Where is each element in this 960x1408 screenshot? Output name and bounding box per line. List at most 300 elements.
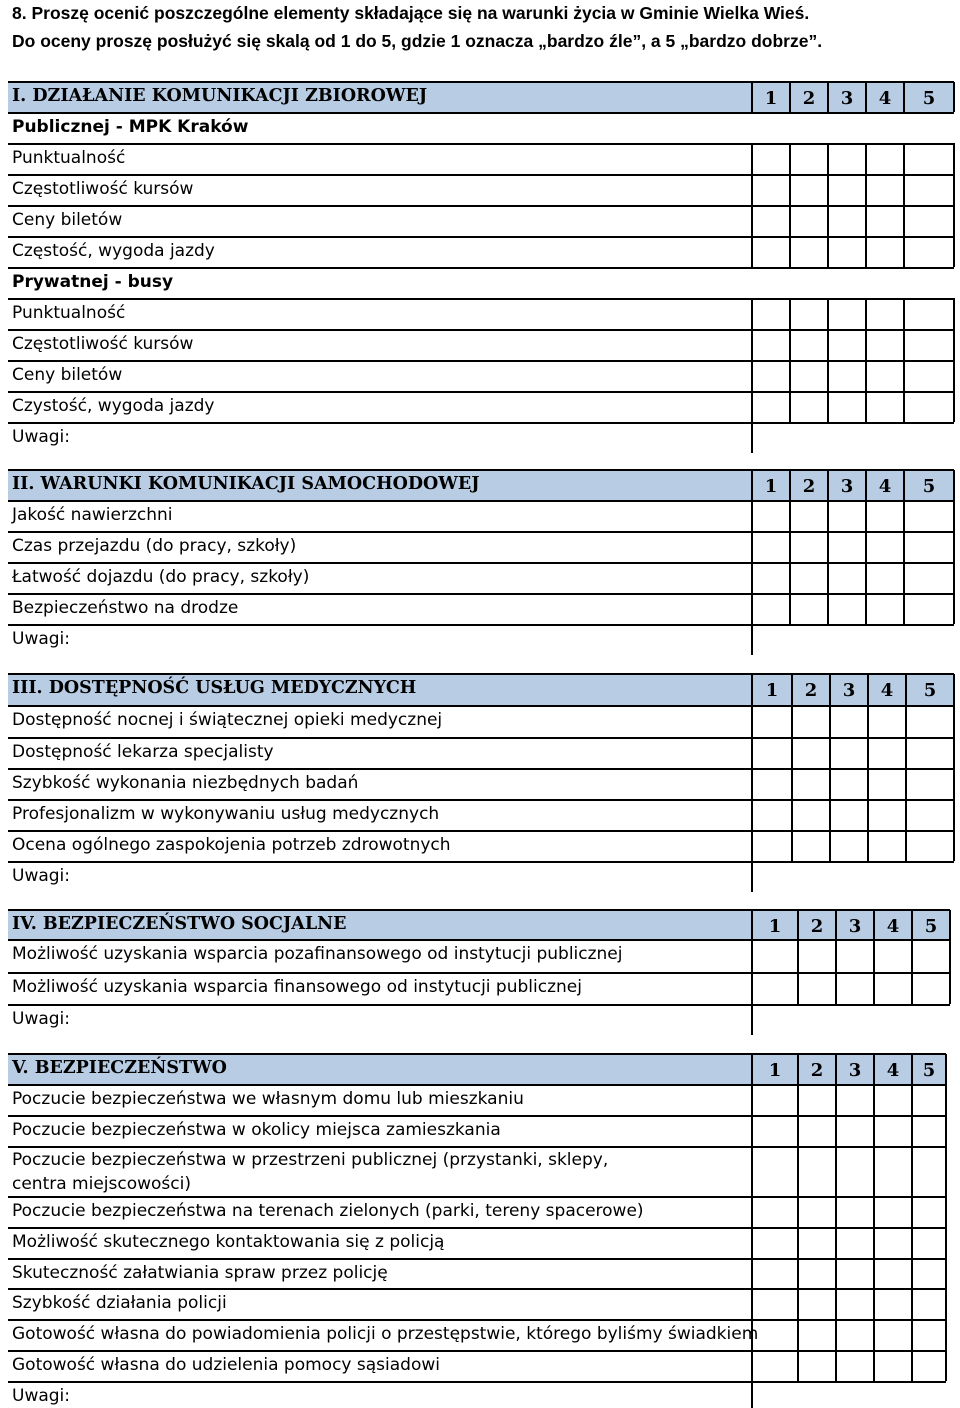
rating-row-label: Poczucie bezpieczeństwa w okolicy miejsca zamieszkania (12, 1120, 501, 1140)
cell-divider (751, 593, 753, 624)
rating-cell-1[interactable] (753, 362, 788, 390)
rating-cell-3[interactable] (831, 739, 866, 767)
rating-cell-4[interactable] (875, 1117, 910, 1145)
cell-divider (945, 1258, 947, 1288)
rating-cell-1[interactable] (753, 176, 788, 204)
cell-divider (789, 531, 791, 562)
rating-cell-1[interactable] (753, 1148, 796, 1195)
rating-cell-1[interactable] (753, 300, 788, 328)
rating-cell-1[interactable] (753, 207, 788, 235)
cell-divider (829, 768, 831, 799)
cell-divider (865, 298, 867, 329)
cell-divider (905, 799, 907, 830)
rating-cell-5[interactable] (905, 564, 952, 592)
cell-divider (873, 1288, 875, 1319)
cell-divider (905, 737, 907, 768)
rating-cell-5[interactable] (905, 207, 952, 235)
section-top-border (8, 1053, 946, 1055)
cell-divider (835, 1196, 837, 1227)
cell-divider (835, 1258, 837, 1288)
cell-divider (867, 799, 869, 830)
cell-divider (867, 705, 869, 737)
scale-label-2: 2 (810, 1060, 824, 1081)
rating-cell-3[interactable] (837, 1117, 872, 1145)
cell-divider (829, 830, 831, 861)
rating-cell-5[interactable] (905, 238, 952, 266)
rating-cell-2[interactable] (791, 595, 826, 623)
rating-cell-4[interactable] (869, 770, 904, 798)
cell-divider (751, 531, 753, 562)
rating-cell-3[interactable] (837, 1321, 872, 1349)
rating-cell-3[interactable] (829, 207, 864, 235)
rating-cell-5[interactable] (913, 1260, 944, 1287)
cell-divider (827, 298, 829, 329)
rating-cell-2[interactable] (793, 707, 828, 736)
header-column-divider (827, 470, 829, 500)
remarks-label: Uwagi: (12, 629, 71, 649)
cell-divider (953, 737, 955, 768)
rating-cell-2[interactable] (791, 300, 826, 328)
remarks-label: Uwagi: (12, 866, 71, 886)
cell-divider (751, 1350, 753, 1381)
row-border (8, 1004, 950, 1006)
rating-cell-4[interactable] (867, 176, 902, 204)
rating-cell-4[interactable] (867, 502, 902, 530)
cell-divider (789, 500, 791, 531)
cell-divider (797, 972, 799, 1004)
rating-cell-4[interactable] (869, 801, 904, 829)
cell-divider (867, 737, 869, 768)
cell-divider (789, 360, 791, 391)
rating-cell-5[interactable] (913, 1086, 944, 1114)
cell-divider (791, 737, 793, 768)
rating-cell-3[interactable] (837, 1229, 872, 1257)
scale-label-3: 3 (848, 1060, 862, 1081)
rating-cell-3[interactable] (829, 595, 864, 623)
rating-cell-1[interactable] (753, 1352, 796, 1380)
rating-cell-5[interactable] (913, 941, 948, 971)
cell-divider (791, 799, 793, 830)
rating-cell-2[interactable] (799, 1198, 834, 1226)
cell-divider (867, 768, 869, 799)
cell-divider (865, 531, 867, 562)
cell-divider (865, 174, 867, 205)
rating-cell-3[interactable] (831, 770, 866, 798)
scale-label-4: 4 (886, 916, 900, 937)
rating-cell-4[interactable] (875, 1229, 910, 1257)
rating-cell-1[interactable] (753, 595, 788, 623)
rating-row-label: Szybkość działania policji (12, 1293, 227, 1313)
rating-row-label: Skuteczność załatwiania spraw przez policję (12, 1263, 388, 1283)
rating-cell-3[interactable] (829, 176, 864, 204)
rating-cell-3[interactable] (837, 1148, 872, 1195)
rating-cell-3[interactable] (829, 393, 864, 421)
cell-divider (835, 1288, 837, 1319)
section-title: IV. BEZPIECZEŃSTWO SOCJALNE (12, 914, 347, 934)
cell-divider (835, 1350, 837, 1381)
rating-cell-2[interactable] (799, 1321, 834, 1349)
cell-divider (789, 174, 791, 205)
rating-cell-2[interactable] (793, 770, 828, 798)
rating-cell-5[interactable] (913, 1352, 944, 1380)
header-bottom-border (8, 112, 954, 114)
cell-divider (791, 705, 793, 737)
cell-divider (865, 236, 867, 267)
rating-cell-4[interactable] (875, 1290, 910, 1318)
rating-cell-4[interactable] (875, 1198, 910, 1226)
rating-cell-1[interactable] (753, 941, 796, 971)
rating-cell-1[interactable] (753, 801, 790, 829)
cell-divider (953, 391, 955, 422)
cell-divider (827, 329, 829, 360)
rating-row-label: Punktualność (12, 303, 126, 323)
header-column-divider (903, 82, 905, 112)
cell-divider (827, 360, 829, 391)
rating-cell-1[interactable] (753, 1321, 796, 1349)
cell-divider (953, 768, 955, 799)
cell-divider (797, 1084, 799, 1115)
rating-cell-5[interactable] (905, 393, 952, 421)
rating-cell-2[interactable] (791, 502, 826, 530)
scale-label-1: 1 (764, 88, 778, 109)
cell-divider (903, 593, 905, 624)
rating-cell-5[interactable] (913, 974, 948, 1003)
cell-divider (873, 1350, 875, 1381)
cell-divider (751, 972, 753, 1004)
rating-cell-2[interactable] (791, 145, 826, 173)
cell-divider (789, 562, 791, 593)
cell-divider (867, 830, 869, 861)
cell-divider (751, 562, 753, 593)
rating-cell-2[interactable] (791, 393, 826, 421)
section-title: III. DOSTĘPNOŚĆ USŁUG MEDYCZNYCH (12, 678, 417, 698)
rating-row-label: Poczucie bezpieczeństwa we własnym domu lub mieszkaniu (12, 1089, 524, 1109)
cell-divider (789, 143, 791, 174)
rating-cell-4[interactable] (867, 238, 902, 266)
header-column-divider (751, 82, 753, 112)
rating-cell-2[interactable] (791, 176, 826, 204)
rating-cell-3[interactable] (829, 533, 864, 561)
rating-row-label: Szybkość wykonania niezbędnych badań (12, 773, 359, 793)
scale-label-2: 2 (802, 88, 816, 109)
scale-label-4: 4 (880, 680, 894, 701)
cell-divider (911, 1350, 913, 1381)
cell-divider (829, 705, 831, 737)
rating-cell-4[interactable] (875, 1148, 910, 1195)
cell-divider (905, 830, 907, 861)
rating-cell-1[interactable] (753, 1117, 796, 1145)
rating-cell-2[interactable] (799, 1229, 834, 1257)
cell-divider (945, 1319, 947, 1350)
scale-label-1: 1 (768, 1060, 782, 1081)
rating-cell-5[interactable] (907, 707, 952, 736)
cell-divider (835, 1084, 837, 1115)
rating-cell-3[interactable] (837, 1198, 872, 1226)
rating-cell-2[interactable] (791, 533, 826, 561)
rating-cell-3[interactable] (829, 300, 864, 328)
rating-cell-4[interactable] (867, 595, 902, 623)
header-column-divider (905, 674, 907, 705)
rating-cell-3[interactable] (829, 564, 864, 592)
rating-cell-4[interactable] (869, 707, 904, 736)
cell-divider (751, 1084, 753, 1115)
cell-divider (751, 768, 753, 799)
rating-cell-3[interactable] (837, 1352, 872, 1380)
rating-row-label: Poczucie bezpieczeństwa w przestrzeni publicznej (przystanki, sklepy, centra miejscowości) (12, 1150, 609, 1194)
rating-cell-2[interactable] (799, 1290, 834, 1318)
section-title: I. DZIAŁANIE KOMUNIKACJI ZBIOROWEJ (12, 86, 428, 106)
rating-cell-3[interactable] (829, 331, 864, 359)
cell-divider (903, 531, 905, 562)
cell-divider (829, 799, 831, 830)
cell-divider (865, 562, 867, 593)
rating-cell-3[interactable] (837, 974, 872, 1003)
rating-cell-5[interactable] (905, 176, 952, 204)
rating-cell-4[interactable] (875, 1086, 910, 1114)
rating-cell-3[interactable] (829, 502, 864, 530)
header-column-divider (751, 1054, 753, 1084)
rating-cell-5[interactable] (905, 145, 952, 173)
rating-cell-5[interactable] (905, 331, 952, 359)
cell-divider (751, 1258, 753, 1288)
rating-row-label: Gotowość własna do powiadomienia policji o przestępstwie, którego byliśmy świadkiem (12, 1324, 759, 1344)
rating-row-label: Łatwość dojazdu (do pracy, szkoły) (12, 567, 310, 587)
scale-label-4: 4 (878, 476, 892, 497)
rating-cell-2[interactable] (791, 362, 826, 390)
rating-cell-5[interactable] (905, 533, 952, 561)
rating-cell-3[interactable] (837, 1260, 872, 1287)
cell-divider (945, 1084, 947, 1115)
rating-cell-1[interactable] (753, 739, 790, 767)
rating-cell-1[interactable] (753, 1086, 796, 1114)
cell-divider (949, 972, 951, 1004)
cell-divider (903, 205, 905, 236)
rating-cell-2[interactable] (799, 1086, 834, 1114)
cell-divider (911, 1258, 913, 1288)
rating-row-label: Czas przejazdu (do pracy, szkoły) (12, 536, 297, 556)
cell-divider (797, 939, 799, 972)
cell-divider (797, 1146, 799, 1196)
rating-cell-3[interactable] (837, 941, 872, 971)
rating-cell-4[interactable] (875, 1352, 910, 1380)
rating-cell-2[interactable] (799, 1260, 834, 1287)
cell-divider (751, 329, 753, 360)
rating-cell-1[interactable] (753, 331, 788, 359)
cell-divider (953, 562, 955, 593)
rating-cell-1[interactable] (753, 502, 788, 530)
cell-divider (903, 500, 905, 531)
rating-cell-4[interactable] (867, 331, 902, 359)
header-column-divider (867, 674, 869, 705)
rating-cell-3[interactable] (829, 238, 864, 266)
rating-cell-5[interactable] (905, 300, 952, 328)
rating-cell-1[interactable] (753, 145, 788, 173)
rating-cell-4[interactable] (875, 974, 910, 1003)
rating-row-label: Ocena ogólnego zaspokojenia potrzeb zdrowotnych (12, 835, 451, 855)
cell-divider (751, 174, 753, 205)
cell-divider (789, 236, 791, 267)
rating-cell-5[interactable] (907, 801, 952, 829)
rating-cell-4[interactable] (867, 393, 902, 421)
cell-divider (865, 593, 867, 624)
rating-cell-1[interactable] (753, 533, 788, 561)
rating-cell-5[interactable] (907, 832, 952, 860)
cell-divider (797, 1196, 799, 1227)
rating-cell-5[interactable] (905, 362, 952, 390)
rating-row-label: Bezpieczeństwo na drodze (12, 598, 239, 618)
cell-divider (827, 174, 829, 205)
rating-cell-1[interactable] (753, 564, 788, 592)
rating-cell-1[interactable] (753, 1260, 796, 1287)
cell-divider (949, 939, 951, 972)
rating-cell-4[interactable] (867, 564, 902, 592)
rating-cell-4[interactable] (867, 207, 902, 235)
cell-divider (953, 205, 955, 236)
rating-cell-2[interactable] (791, 207, 826, 235)
scale-label-1: 1 (768, 916, 782, 937)
rating-row-label: Ceny biletów (12, 365, 123, 385)
cell-divider (751, 391, 753, 422)
scale-label-5: 5 (922, 1060, 936, 1081)
rating-row-label: Częstość, wygoda jazdy (12, 241, 215, 261)
cell-divider (751, 1288, 753, 1319)
rating-cell-1[interactable] (753, 832, 790, 860)
cell-divider (751, 500, 753, 531)
header-column-divider (949, 910, 951, 939)
cell-divider (827, 500, 829, 531)
rating-cell-2[interactable] (793, 739, 828, 767)
rating-cell-5[interactable] (907, 770, 952, 798)
rating-cell-4[interactable] (867, 300, 902, 328)
cell-divider (873, 1319, 875, 1350)
section-top-border (8, 81, 954, 83)
rating-cell-1[interactable] (753, 1198, 796, 1226)
cell-divider (953, 298, 955, 329)
rating-cell-3[interactable] (831, 707, 866, 736)
remarks-divider (751, 1004, 753, 1035)
intro-line-1: 8. Proszę ocenić poszczególne elementy składające się na warunki życia w Gminie Wielka Wieś. (12, 3, 810, 23)
rating-cell-4[interactable] (875, 1321, 910, 1349)
row-border (8, 1381, 946, 1383)
cell-divider (873, 1115, 875, 1146)
rating-cell-3[interactable] (829, 145, 864, 173)
rating-cell-1[interactable] (753, 974, 796, 1003)
scale-label-3: 3 (842, 680, 856, 701)
scale-label-5: 5 (923, 680, 937, 701)
rating-cell-4[interactable] (867, 362, 902, 390)
rating-cell-2[interactable] (793, 801, 828, 829)
rating-cell-1[interactable] (753, 707, 790, 736)
rating-cell-5[interactable] (905, 502, 952, 530)
cell-divider (945, 1350, 947, 1381)
cell-divider (953, 500, 955, 531)
cell-divider (953, 531, 955, 562)
rating-cell-2[interactable] (791, 331, 826, 359)
rating-cell-1[interactable] (753, 238, 788, 266)
rating-cell-5[interactable] (905, 595, 952, 623)
rating-row-label: Dostępność lekarza specjalisty (12, 742, 274, 762)
rating-cell-2[interactable] (793, 832, 828, 860)
remarks-label: Uwagi: (12, 1386, 71, 1406)
rating-row-label: Dostępność nocnej i świątecznej opieki medycznej (12, 710, 443, 730)
rating-cell-4[interactable] (869, 832, 904, 860)
scale-label-2: 2 (810, 916, 824, 937)
cell-divider (905, 705, 907, 737)
rating-cell-1[interactable] (753, 1229, 796, 1257)
row-border (8, 422, 954, 424)
rating-cell-3[interactable] (829, 362, 864, 390)
cell-divider (751, 205, 753, 236)
cell-divider (797, 1350, 799, 1381)
rating-row-label: Możliwość uzyskania wsparcia pozafinansowego od instytucji publicznej (12, 944, 623, 964)
rating-cell-5[interactable] (907, 739, 952, 767)
scale-label-4: 4 (886, 1060, 900, 1081)
section-title: V. BEZPIECZEŃSTWO (12, 1058, 227, 1078)
cell-divider (945, 1288, 947, 1319)
rating-cell-5[interactable] (913, 1148, 944, 1195)
header-column-divider (953, 674, 955, 705)
cell-divider (751, 1196, 753, 1227)
rating-cell-5[interactable] (913, 1229, 944, 1257)
rating-cell-2[interactable] (791, 238, 826, 266)
rating-cell-3[interactable] (831, 801, 866, 829)
rating-cell-2[interactable] (799, 1352, 834, 1380)
section-top-border (8, 673, 954, 675)
rating-cell-1[interactable] (753, 393, 788, 421)
rating-cell-4[interactable] (867, 533, 902, 561)
rating-cell-4[interactable] (867, 145, 902, 173)
rating-cell-4[interactable] (869, 739, 904, 767)
section-top-border (8, 469, 954, 471)
remarks-divider (751, 422, 753, 453)
rating-row-label: Możliwość skutecznego kontaktowania się z policją (12, 1232, 445, 1252)
rating-row-label: Profesjonalizm w wykonywaniu usług medycznych (12, 804, 440, 824)
rating-cell-5[interactable] (913, 1198, 944, 1226)
header-column-divider (751, 910, 753, 939)
rating-cell-2[interactable] (799, 974, 834, 1003)
header-column-divider (751, 470, 753, 500)
rating-cell-3[interactable] (831, 832, 866, 860)
cell-divider (835, 1227, 837, 1258)
rating-row-label: Częstotliwość kursów (12, 334, 194, 354)
header-column-divider (835, 1054, 837, 1084)
rating-cell-4[interactable] (875, 1260, 910, 1287)
rating-cell-3[interactable] (837, 1086, 872, 1114)
rating-cell-2[interactable] (791, 564, 826, 592)
cell-divider (751, 143, 753, 174)
cell-divider (945, 1115, 947, 1146)
cell-divider (827, 391, 829, 422)
header-column-divider (797, 1054, 799, 1084)
rating-row-label: Możliwość uzyskania wsparcia finansowego od instytucji publicznej (12, 977, 582, 997)
cell-divider (945, 1196, 947, 1227)
rating-cell-3[interactable] (837, 1290, 872, 1318)
rating-row-label: Częstotliwość kursów (12, 179, 194, 199)
scale-label-5: 5 (922, 88, 936, 109)
remarks-divider (751, 1381, 753, 1408)
rating-cell-1[interactable] (753, 1290, 796, 1318)
rating-cell-2[interactable] (799, 1117, 834, 1145)
rating-cell-5[interactable] (913, 1321, 944, 1349)
cell-divider (911, 1288, 913, 1319)
rating-cell-1[interactable] (753, 770, 790, 798)
rating-cell-5[interactable] (913, 1117, 944, 1145)
rating-cell-5[interactable] (913, 1290, 944, 1318)
rating-cell-2[interactable] (799, 1148, 834, 1195)
rating-cell-4[interactable] (875, 941, 910, 971)
header-column-divider (865, 470, 867, 500)
rating-cell-2[interactable] (799, 941, 834, 971)
